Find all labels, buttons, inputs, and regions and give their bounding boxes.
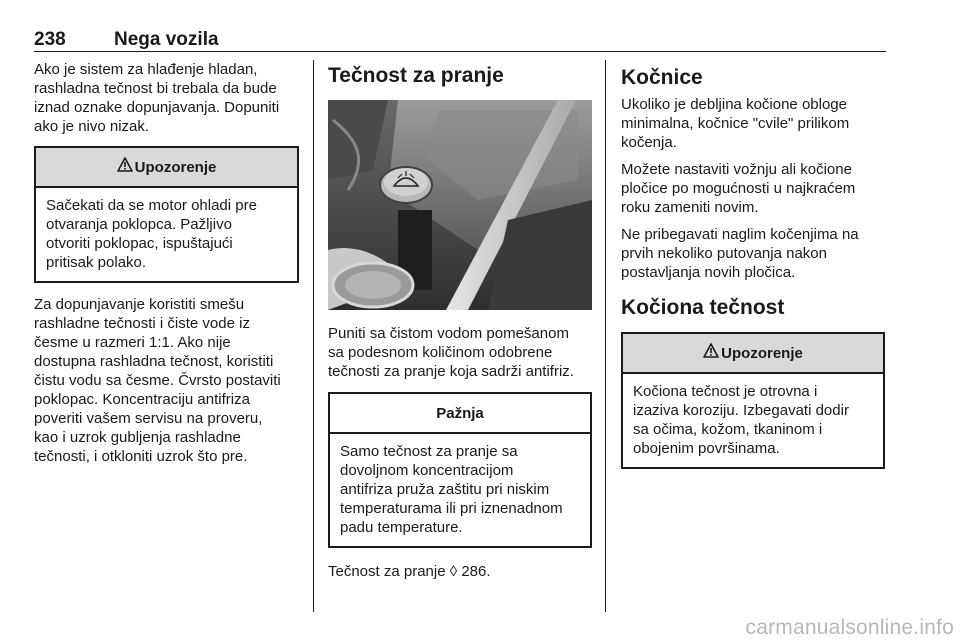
washer-fluid-heading: Tečnost za pranje (328, 64, 504, 87)
warning-box-header (623, 334, 883, 374)
text-line: dovoljnom koncentracijom (340, 462, 514, 479)
text-line: tečnosti, i otkloniti uzrok što pre. (34, 448, 248, 465)
text-line: izaziva koroziju. Izbegavati dodir (633, 402, 849, 419)
text-line: Za dopunjavanje koristiti smešu (34, 296, 245, 313)
column-1 (34, 60, 300, 466)
text-line: Puniti sa čistom vodom pomešanom (328, 325, 569, 342)
text-line: padu temperature. (340, 519, 463, 536)
text-line: Sačekati da se motor ohladi pre (46, 197, 257, 214)
text-line: kao i uzrok gubljenja rashladne (34, 429, 241, 446)
column-2 (328, 64, 593, 88)
warning-body (623, 374, 883, 467)
text-line: otvaranja poklopca. Pažljivo (46, 216, 232, 233)
text-line: obojenim površinama. (633, 440, 780, 457)
washer-reservoir-photo (328, 100, 592, 310)
text-line: sa očima, kožom, tkaninom i (633, 421, 823, 438)
text-line: minimalna, kočnice "cvile" prilikom (621, 115, 850, 132)
text-line: česme u razmeri 1:1. Ako nije (34, 334, 231, 351)
washer-cross-reference[interactable] (328, 562, 594, 581)
text-line: pritisak polako. (46, 254, 147, 271)
notice-title: Pažnja (436, 404, 484, 422)
brakes-paragraph-1 (621, 95, 887, 152)
warning-title: Upozorenje (721, 344, 803, 362)
text-line: postavljanja novih pločica. (621, 264, 796, 281)
column-2-lower (328, 324, 594, 581)
chapter-title: Nega vozila (114, 29, 219, 50)
text-line: Samo tečnost za pranje sa (340, 443, 518, 460)
page-reference-icon: ◊ (449, 563, 458, 580)
brakes-heading: Kočnice (621, 66, 703, 89)
text-line: otvoriti poklopac, ispuštajući (46, 235, 233, 252)
text-line: kočenja. (621, 134, 677, 151)
watermark: carmanualsonline.info (745, 616, 954, 639)
text-line: Kočiona tečnost je otrovna i (633, 383, 818, 400)
text-line: Ne pribegavati naglim kočenjima na (621, 226, 859, 243)
notice-body (330, 434, 590, 546)
notice-box-header (330, 394, 590, 434)
brake-fluid-warning-box (621, 332, 885, 469)
text-line: Ukoliko je debljina kočione obloge (621, 96, 847, 113)
warning-triangle-icon (117, 157, 133, 177)
page-header (34, 29, 886, 51)
text-line: iznad oznake dopunjavanja. Dopuniti (34, 99, 280, 116)
coolant-refill-paragraph (34, 295, 300, 466)
reference-page[interactable]: 286. (461, 563, 491, 580)
warning-title: Upozorenje (134, 158, 217, 176)
coolant-warning-box (34, 146, 299, 283)
text-line: rashladne tečnosti i čiste vode iz (34, 315, 250, 332)
reference-text: Tečnost za pranje (328, 563, 446, 580)
warning-body (36, 188, 297, 281)
text-line: antifriza pruža zaštitu pri niskim (340, 481, 550, 498)
brakes-paragraph-2 (621, 160, 887, 217)
coolant-intro-paragraph (34, 60, 300, 136)
text-line: dostupna rashladna tečnost, koristiti (34, 353, 274, 370)
brakes-paragraph-3 (621, 225, 887, 282)
warning-box-header (36, 148, 297, 188)
text-line: Možete nastaviti vožnju ali kočione (621, 161, 852, 178)
text-line: poklopac. Koncentraciju antifriza (34, 391, 250, 408)
text-line: rashladna tečnost bi trebala da bude (34, 80, 277, 97)
text-line: Ako je sistem za hlađenje hladan, (34, 61, 258, 78)
text-line: temperaturama ili pri iznenadnom (340, 500, 563, 517)
header-rule (34, 51, 886, 52)
text-line: sa podesnom količinom odobrene (328, 344, 553, 361)
brake-fluid-heading: Kočiona tečnost (621, 296, 785, 319)
text-line: čistu vodu sa česme. Čvrsto postaviti (34, 372, 281, 389)
text-line: tečnosti za pranje koja sadrži antifriz. (328, 363, 574, 380)
column-divider-1 (313, 60, 314, 612)
column-divider-2 (605, 60, 606, 612)
page-number: 238 (34, 29, 66, 50)
text-line: pločice po mogućnosti u najkraćem (621, 180, 856, 197)
text-line: prvih nekoliko putovanja nakon (621, 245, 827, 262)
washer-fluid-paragraph (328, 324, 594, 381)
washer-notice-box (328, 392, 592, 548)
warning-triangle-icon (703, 343, 719, 363)
text-line: roku zameniti novim. (621, 199, 759, 216)
column-3 (621, 66, 887, 469)
text-line: poveriti vašem servisu na proveru, (34, 410, 263, 427)
text-line: ako je nivo nizak. (34, 118, 150, 135)
